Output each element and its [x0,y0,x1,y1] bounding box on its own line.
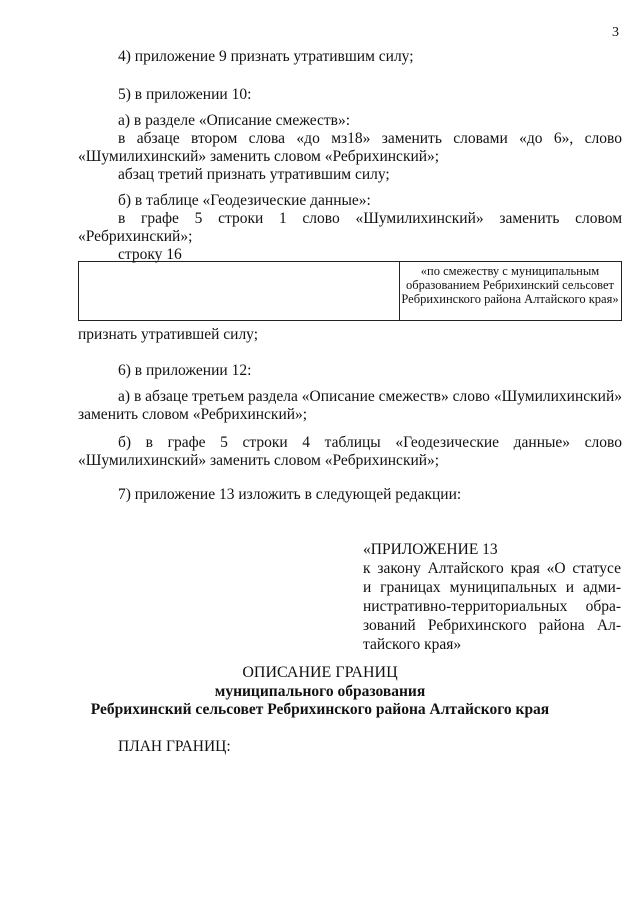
item-5a-line4: абзац третий признать утратившим силу; [118,166,390,183]
item-6b-line1: б) в графе 5 строки 4 таблицы «Геодезические данные» слово [118,434,622,451]
item-4: 4) приложение 9 признать утратившим силу; [118,48,414,65]
item-5a-line1: а) в разделе «Описание смежеств»: [118,112,351,129]
item-5: 5) в приложении 10: [118,86,252,103]
appendix-line-2: и границах муниципальных и адми- [363,579,621,596]
item-5b-line4: строку 16 [118,246,182,263]
item-6a-line2: заменить словом «Ребрихинский»; [78,406,308,423]
page-number: 3 [612,25,619,40]
table-column-divider [399,262,400,320]
appendix-line-1: к закону Алтайского края «О статусе [363,560,621,577]
item-5b-line5: признать утратившей силу; [78,326,259,343]
table-cell-text: «по смежеству с муниципальным образованием Ребрихинский сельсовет Ребрихинского района Алтайского края» [401,264,619,306]
item-6b-line2: «Шумилихинский» заменить словом «Ребрихинский»; [78,452,440,469]
heading-line-2: муниципального образования [214,683,426,700]
plan-label: ПЛАН ГРАНИЦ: [118,738,231,755]
item-5b-line3: «Ребрихинский»; [78,228,193,245]
appendix-header [363,540,621,654]
item-5b-line1: б) в таблице «Геодезические данные»: [118,192,371,209]
replaced-row-table [78,261,622,321]
item-7: 7) приложение 13 изложить в следующей редакции: [118,486,462,503]
item-6: 6) в приложении 12: [118,362,252,379]
item-5b-line2: в графе 5 строки 1 слово «Шумилихинский» заменить словом [118,210,622,227]
item-5a-line3: «Шумилихинский» заменить словом «Ребрихинский»; [78,148,440,165]
heading-line-1: ОПИСАНИЕ ГРАНИЦ [242,664,398,681]
appendix-line-5: тайского края» [363,636,462,653]
appendix-title: «ПРИЛОЖЕНИЕ 13 [363,541,498,558]
appendix-line-4: зований Ребрихинского района Ал- [363,617,621,634]
appendix-line-3: нистративно-территориальных обра- [363,598,621,615]
item-6a-line1: а) в абзаце третьем раздела «Описание смежеств» слово «Шумилихинский» [118,388,622,405]
item-5a-line2: в абзаце втором слова «до мз18» заменить словами «до 6», слово [118,130,622,147]
heading-line-3: Ребрихинский сельсовет Ребрихинского района Алтайского края [90,701,550,718]
